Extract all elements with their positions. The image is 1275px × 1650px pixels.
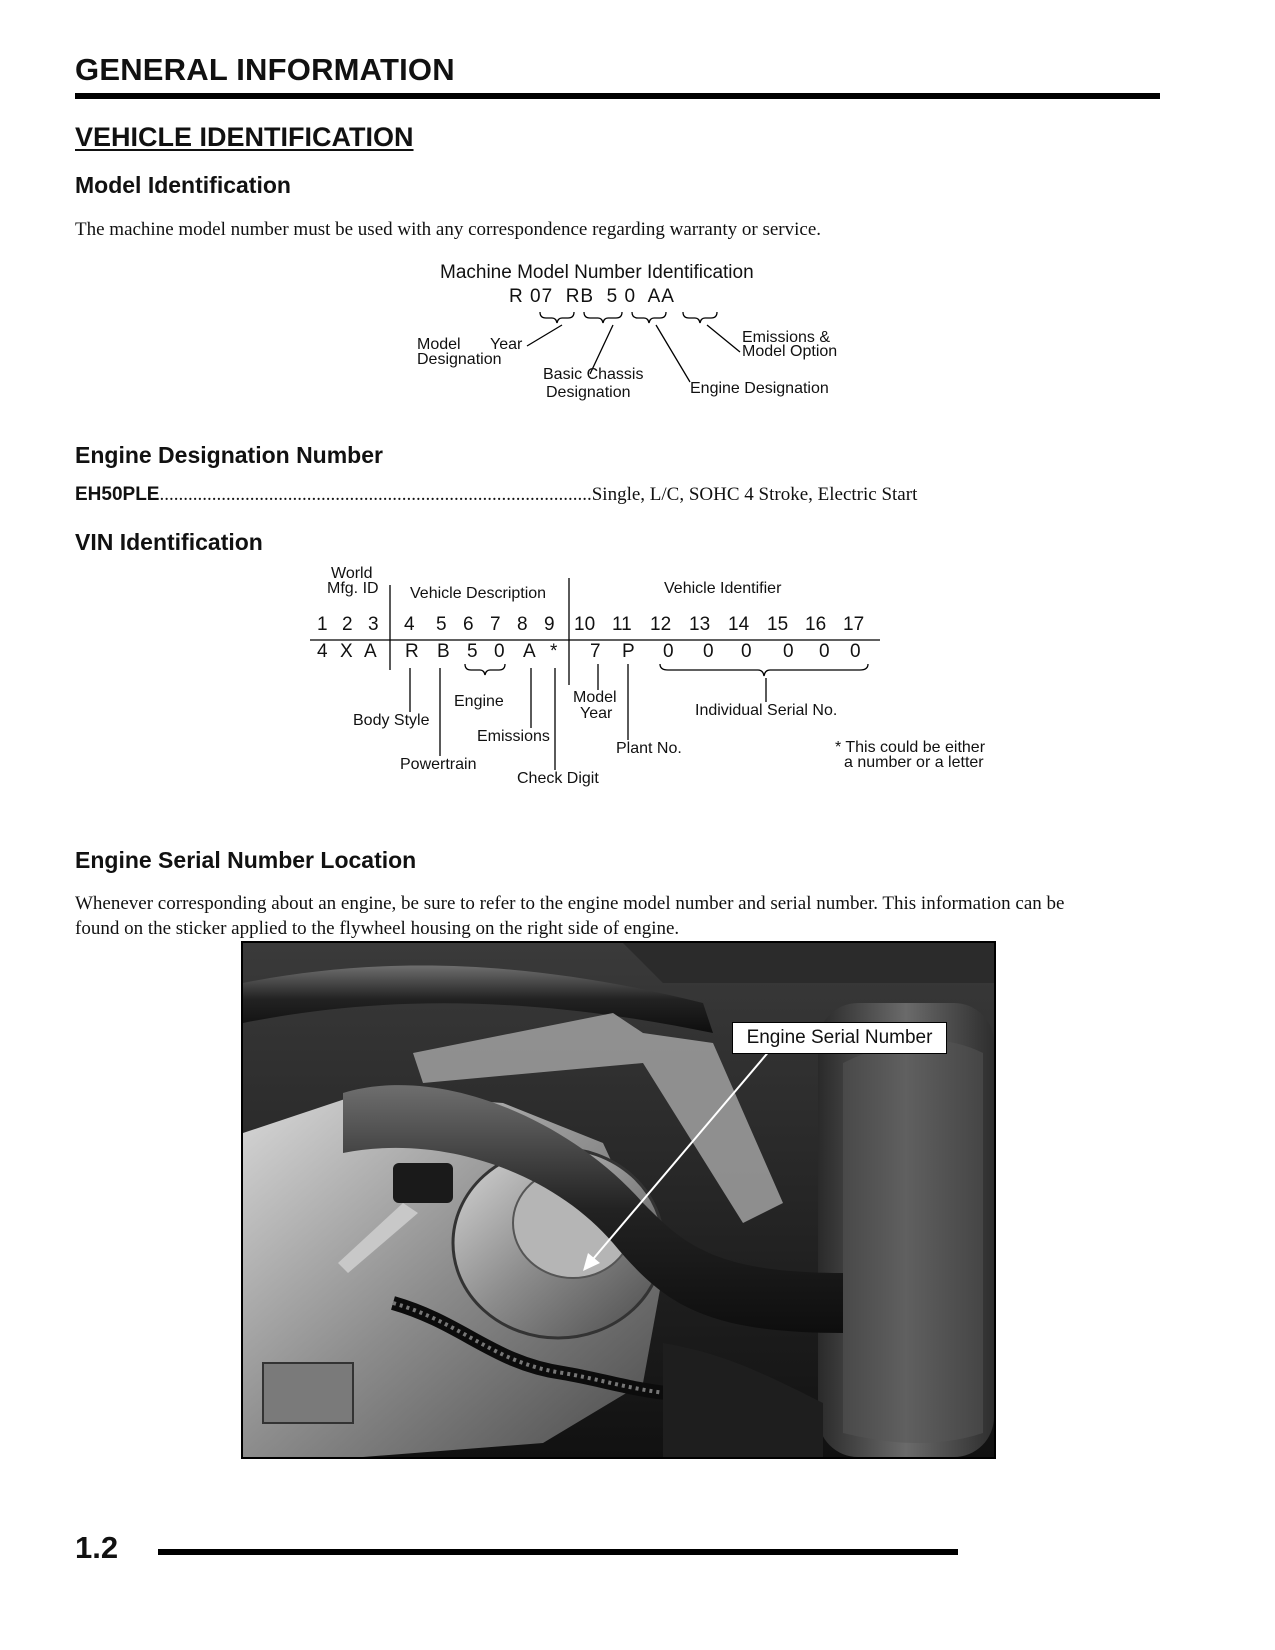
vin-char-3: A <box>364 641 377 662</box>
vin-pos-16: 16 <box>805 614 827 635</box>
section-title: GENERAL INFORMATION <box>75 52 455 87</box>
vin-identification-heading: VIN Identification <box>75 529 263 555</box>
engine-description: Single, L/C, SOHC 4 Stroke, Electric Start <box>591 484 918 505</box>
brace-emissions <box>683 312 717 323</box>
header-rule <box>75 93 1160 99</box>
vin-diagram-lines <box>0 0 1275 800</box>
vin-char-2: X <box>340 641 353 662</box>
label-vehicle-description: Vehicle Description <box>410 585 547 602</box>
vin-pos-6: 6 <box>463 614 474 635</box>
vin-pos-8: 8 <box>517 614 528 635</box>
vin-char-15: 0 <box>783 641 794 662</box>
label-model-year-2: Year <box>580 705 613 722</box>
vin-pos-12: 12 <box>650 614 672 635</box>
vin-char-14: 0 <box>741 641 752 662</box>
vin-char-9: * <box>550 641 558 662</box>
subsection-title: VEHICLE IDENTIFICATION <box>75 122 414 152</box>
vin-char-13: 0 <box>703 641 714 662</box>
label-year: Year <box>490 336 523 353</box>
vin-pos-1: 1 <box>317 614 328 635</box>
brace-year <box>540 312 574 323</box>
vin-pos-14: 14 <box>728 614 750 635</box>
label-note-2: a number or a letter <box>844 754 984 771</box>
label-plant-no: Plant No. <box>616 740 682 757</box>
vin-pos-15: 15 <box>767 614 789 635</box>
vin-pos-3: 3 <box>368 614 379 635</box>
leader-dots: ........................................................................................... <box>159 484 592 505</box>
vin-char-12: 0 <box>663 641 674 662</box>
brace-chassis <box>584 312 622 323</box>
vin-char-11: P <box>622 641 635 662</box>
leader-chassis <box>590 325 613 374</box>
vin-char-10: 7 <box>590 641 601 662</box>
vin-brace-engine <box>465 664 505 675</box>
label-mfg-id: Mfg. ID <box>327 580 379 597</box>
vin-pos-13: 13 <box>689 614 711 635</box>
vin-pos-17: 17 <box>843 614 865 635</box>
label-serial-no: Individual Serial No. <box>695 702 838 719</box>
serial-location-text-2: found on the sticker applied to the flywheel housing on the right side of engine. <box>75 918 680 939</box>
label-powertrain: Powertrain <box>400 756 477 773</box>
vin-pos-7: 7 <box>490 614 501 635</box>
model-identification-heading: Model Identification <box>75 172 291 198</box>
model-identification-text: The machine model number must be used with any correspondence regarding warranty or service. <box>75 219 822 240</box>
engine-code: EH50PLE <box>75 484 160 505</box>
engine-designation-heading: Engine Designation Number <box>75 442 383 468</box>
engine-photo <box>241 941 996 1459</box>
model-number-code: R 07 RB 5 0 AA <box>509 286 675 307</box>
vin-pos-9: 9 <box>544 614 555 635</box>
serial-location-heading: Engine Serial Number Location <box>75 847 417 873</box>
label-vehicle-identifier: Vehicle Identifier <box>664 580 782 597</box>
engine-serial-number-callout: Engine Serial Number <box>732 1022 947 1054</box>
label-chassis-2: Designation <box>546 384 631 401</box>
label-chassis-1: Basic Chassis <box>543 366 644 383</box>
label-note-1: * This could be either <box>835 739 986 756</box>
label-emissions-1: Emissions & <box>742 329 831 346</box>
vin-pos-2: 2 <box>342 614 353 635</box>
engine-photo-illustration <box>243 943 994 1457</box>
label-model-year-1: Model <box>573 689 617 706</box>
label-vin-emissions: Emissions <box>477 728 550 745</box>
vin-char-17: 0 <box>850 641 861 662</box>
vin-pos-10: 10 <box>574 614 596 635</box>
label-model: Model <box>417 336 461 353</box>
brace-engine <box>632 312 666 323</box>
vin-char-1: 4 <box>317 641 328 662</box>
page-number: 1.2 <box>75 1530 119 1565</box>
serial-location-text-1: Whenever corresponding about an engine, be sure to refer to the engine model number and serial number. This information can be <box>75 893 1065 914</box>
label-engine-designation: Engine Designation <box>690 380 829 397</box>
model-diagram-title: Machine Model Number Identification <box>440 262 754 283</box>
footer-rule <box>158 1549 958 1555</box>
label-vin-engine: Engine <box>454 693 504 710</box>
label-designation: Designation <box>417 351 502 368</box>
label-emissions-2: Model Option <box>742 343 838 360</box>
label-world: World <box>331 565 373 582</box>
vin-char-4: R <box>405 641 419 662</box>
vin-pos-11: 11 <box>612 614 632 635</box>
leader-emissions <box>707 325 740 352</box>
vin-char-16: 0 <box>819 641 830 662</box>
vin-brace-serial <box>660 664 868 676</box>
vin-char-8: A <box>523 641 536 662</box>
leader-engine <box>656 325 690 382</box>
vin-char-6: 5 <box>467 641 478 662</box>
leader-year <box>527 325 562 346</box>
label-body-style: Body Style <box>353 712 430 729</box>
vin-char-5: B <box>437 641 450 662</box>
vin-pos-4: 4 <box>404 614 415 635</box>
vin-pos-5: 5 <box>436 614 447 635</box>
engine-designation-row <box>75 484 1005 506</box>
label-check-digit: Check Digit <box>517 770 599 787</box>
vin-char-7: 0 <box>494 641 505 662</box>
